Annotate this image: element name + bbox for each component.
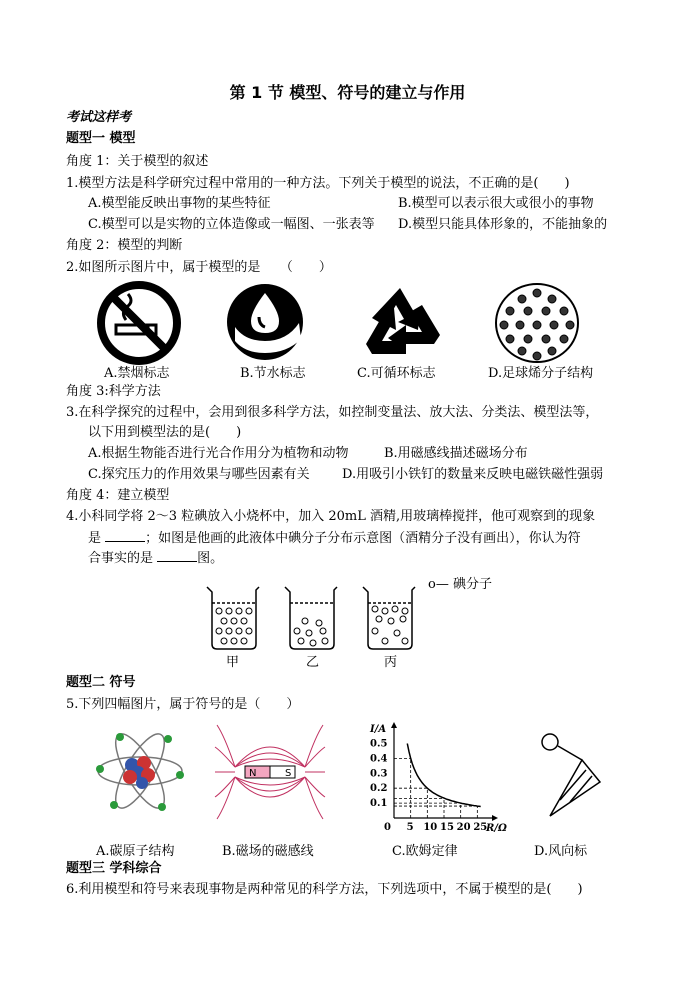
- carbon-atom-icon: [92, 725, 188, 817]
- q4-stem-line2: [88, 529, 581, 548]
- beaker-label-bing: 丙: [384, 655, 398, 670]
- q1-option-c: C.模型可以是实物的立体造像或一幅图、一张表等: [88, 217, 375, 232]
- wind-vane-icon: [530, 730, 610, 822]
- y-axis-label: I/A: [370, 724, 387, 735]
- q2-caption-d: D.足球烯分子结构: [488, 366, 594, 381]
- no-smoking-icon: [96, 280, 182, 366]
- angle4-heading: 角度 4：建立模型: [66, 488, 170, 503]
- section-exam: 考试这样考: [66, 110, 132, 125]
- y-axis-arrow: [391, 722, 397, 728]
- q5-stem: 5.下列四幅图片，属于符号的是（ ）: [66, 697, 300, 712]
- fullerene-structure-icon: [492, 281, 582, 365]
- x-tick-label: 25: [473, 822, 488, 832]
- q4-stem3-end: 图。: [197, 551, 224, 566]
- q4-stem-line3: [88, 549, 223, 568]
- q2-caption-a: A.禁烟标志: [104, 366, 170, 381]
- y-tick-label: 0.5: [370, 738, 388, 750]
- q1-option-d: D.模型只能具体形象的，不能抽象的: [398, 217, 608, 232]
- q5-caption-b: B.磁场的磁感线: [222, 844, 314, 859]
- q3-option-a: A.根据生物能否进行光合作用分为植物和动物: [88, 446, 349, 461]
- angle2-heading: 角度 2：模型的判断: [66, 238, 183, 253]
- q3-stem-line2: 以下用到模型法的是( ): [88, 425, 242, 440]
- angle1-heading: 角度 1：关于模型的叙述: [66, 154, 209, 169]
- q4-stem2-start: 是: [88, 531, 102, 546]
- type1-heading: 题型一 模型: [66, 131, 136, 146]
- q4-stem-line1: 4.小科同学将 2～3 粒碘放入小烧杯中，加入 20mL 酒精,用玻璃棒搅拌，他可观察到的现象: [66, 509, 596, 524]
- beaker-label-yi: 乙: [306, 655, 320, 670]
- q1-option-b: B.模型可以表示很大或很小的事物: [398, 196, 594, 211]
- y-tick-label: 0.2: [370, 783, 388, 795]
- x-tick-label: 20: [456, 822, 471, 832]
- page-title: 第 1 节 模型、符号的建立与作用: [229, 83, 466, 102]
- q3-stem-line1: 3.在科学探究的过程中，会用到很多科学方法，如控制变量法、放大法、分类法、模型法等，: [66, 405, 599, 420]
- recycle-icon: [360, 282, 440, 362]
- q1-stem: 1.模型方法是科学研究过程中常用的一种方法。下列关于模型的说法，不正确的是( ): [66, 176, 570, 191]
- beaker-diagrams: [205, 583, 420, 651]
- q2-caption-b: B.节水标志: [240, 366, 306, 381]
- x-tick-label: 10: [423, 822, 438, 832]
- q6-stem: 6.利用模型和符号来表现事物是两种常见的科学方法，下列选项中，不属于模型的是( ): [66, 882, 583, 897]
- x-tick-label: 15: [440, 822, 454, 832]
- q4-answer-blank-1[interactable]: [105, 529, 145, 542]
- y-tick-label: 0.3: [370, 768, 388, 780]
- q3-option-d: D.用吸引小铁钉的数量来反映电磁铁磁性强弱: [342, 467, 604, 482]
- water-saving-icon: [225, 281, 305, 363]
- y-tick-label: 0.4: [370, 753, 388, 765]
- y-tick-label: 0.1: [370, 798, 388, 810]
- q4-legend: o— 碘分子: [428, 577, 492, 592]
- q5-caption-d: D.风向标: [534, 844, 588, 859]
- q3-option-c: C.探究压力的作用效果与哪些因素有关: [88, 467, 310, 482]
- q4-answer-blank-2[interactable]: [157, 549, 197, 562]
- q4-stem3-start: 合事实的是: [88, 551, 154, 566]
- q2-stem: 2.如图所示图片中，属于模型的是 （ ）: [66, 260, 332, 275]
- q3-option-b: B.用磁感线描述磁场分布: [384, 446, 528, 461]
- ohm-curve: [407, 744, 480, 807]
- x-tick-label: 0: [384, 822, 391, 832]
- q5-caption-c: C.欧姆定律: [392, 844, 458, 859]
- q4-stem2-end: ；如图是他画的此液体中碘分子分布示意图（酒精分子没有画出），你认为符: [145, 531, 581, 546]
- q1-option-a: A.模型能反映出事物的某些特征: [88, 196, 271, 211]
- x-tick-label: 5: [406, 822, 414, 832]
- ohm-law-chart: [360, 722, 510, 832]
- q2-caption-c: C.可循环标志: [357, 366, 436, 381]
- beaker-label-jia: 甲: [226, 655, 240, 670]
- x-axis-arrow: [492, 815, 498, 821]
- type3-heading: 题型三 学科综合: [66, 861, 162, 876]
- q5-caption-a: A.碳原子结构: [96, 844, 175, 859]
- magnet-n-label: N: [249, 768, 257, 779]
- x-axis-label: R/Ω: [486, 823, 507, 832]
- type2-heading: 题型二 符号: [66, 675, 136, 690]
- angle3-heading: 角度 3:科学方法: [66, 384, 161, 399]
- magnet-field-lines: [213, 722, 328, 822]
- magnet-s-label: S: [285, 768, 292, 779]
